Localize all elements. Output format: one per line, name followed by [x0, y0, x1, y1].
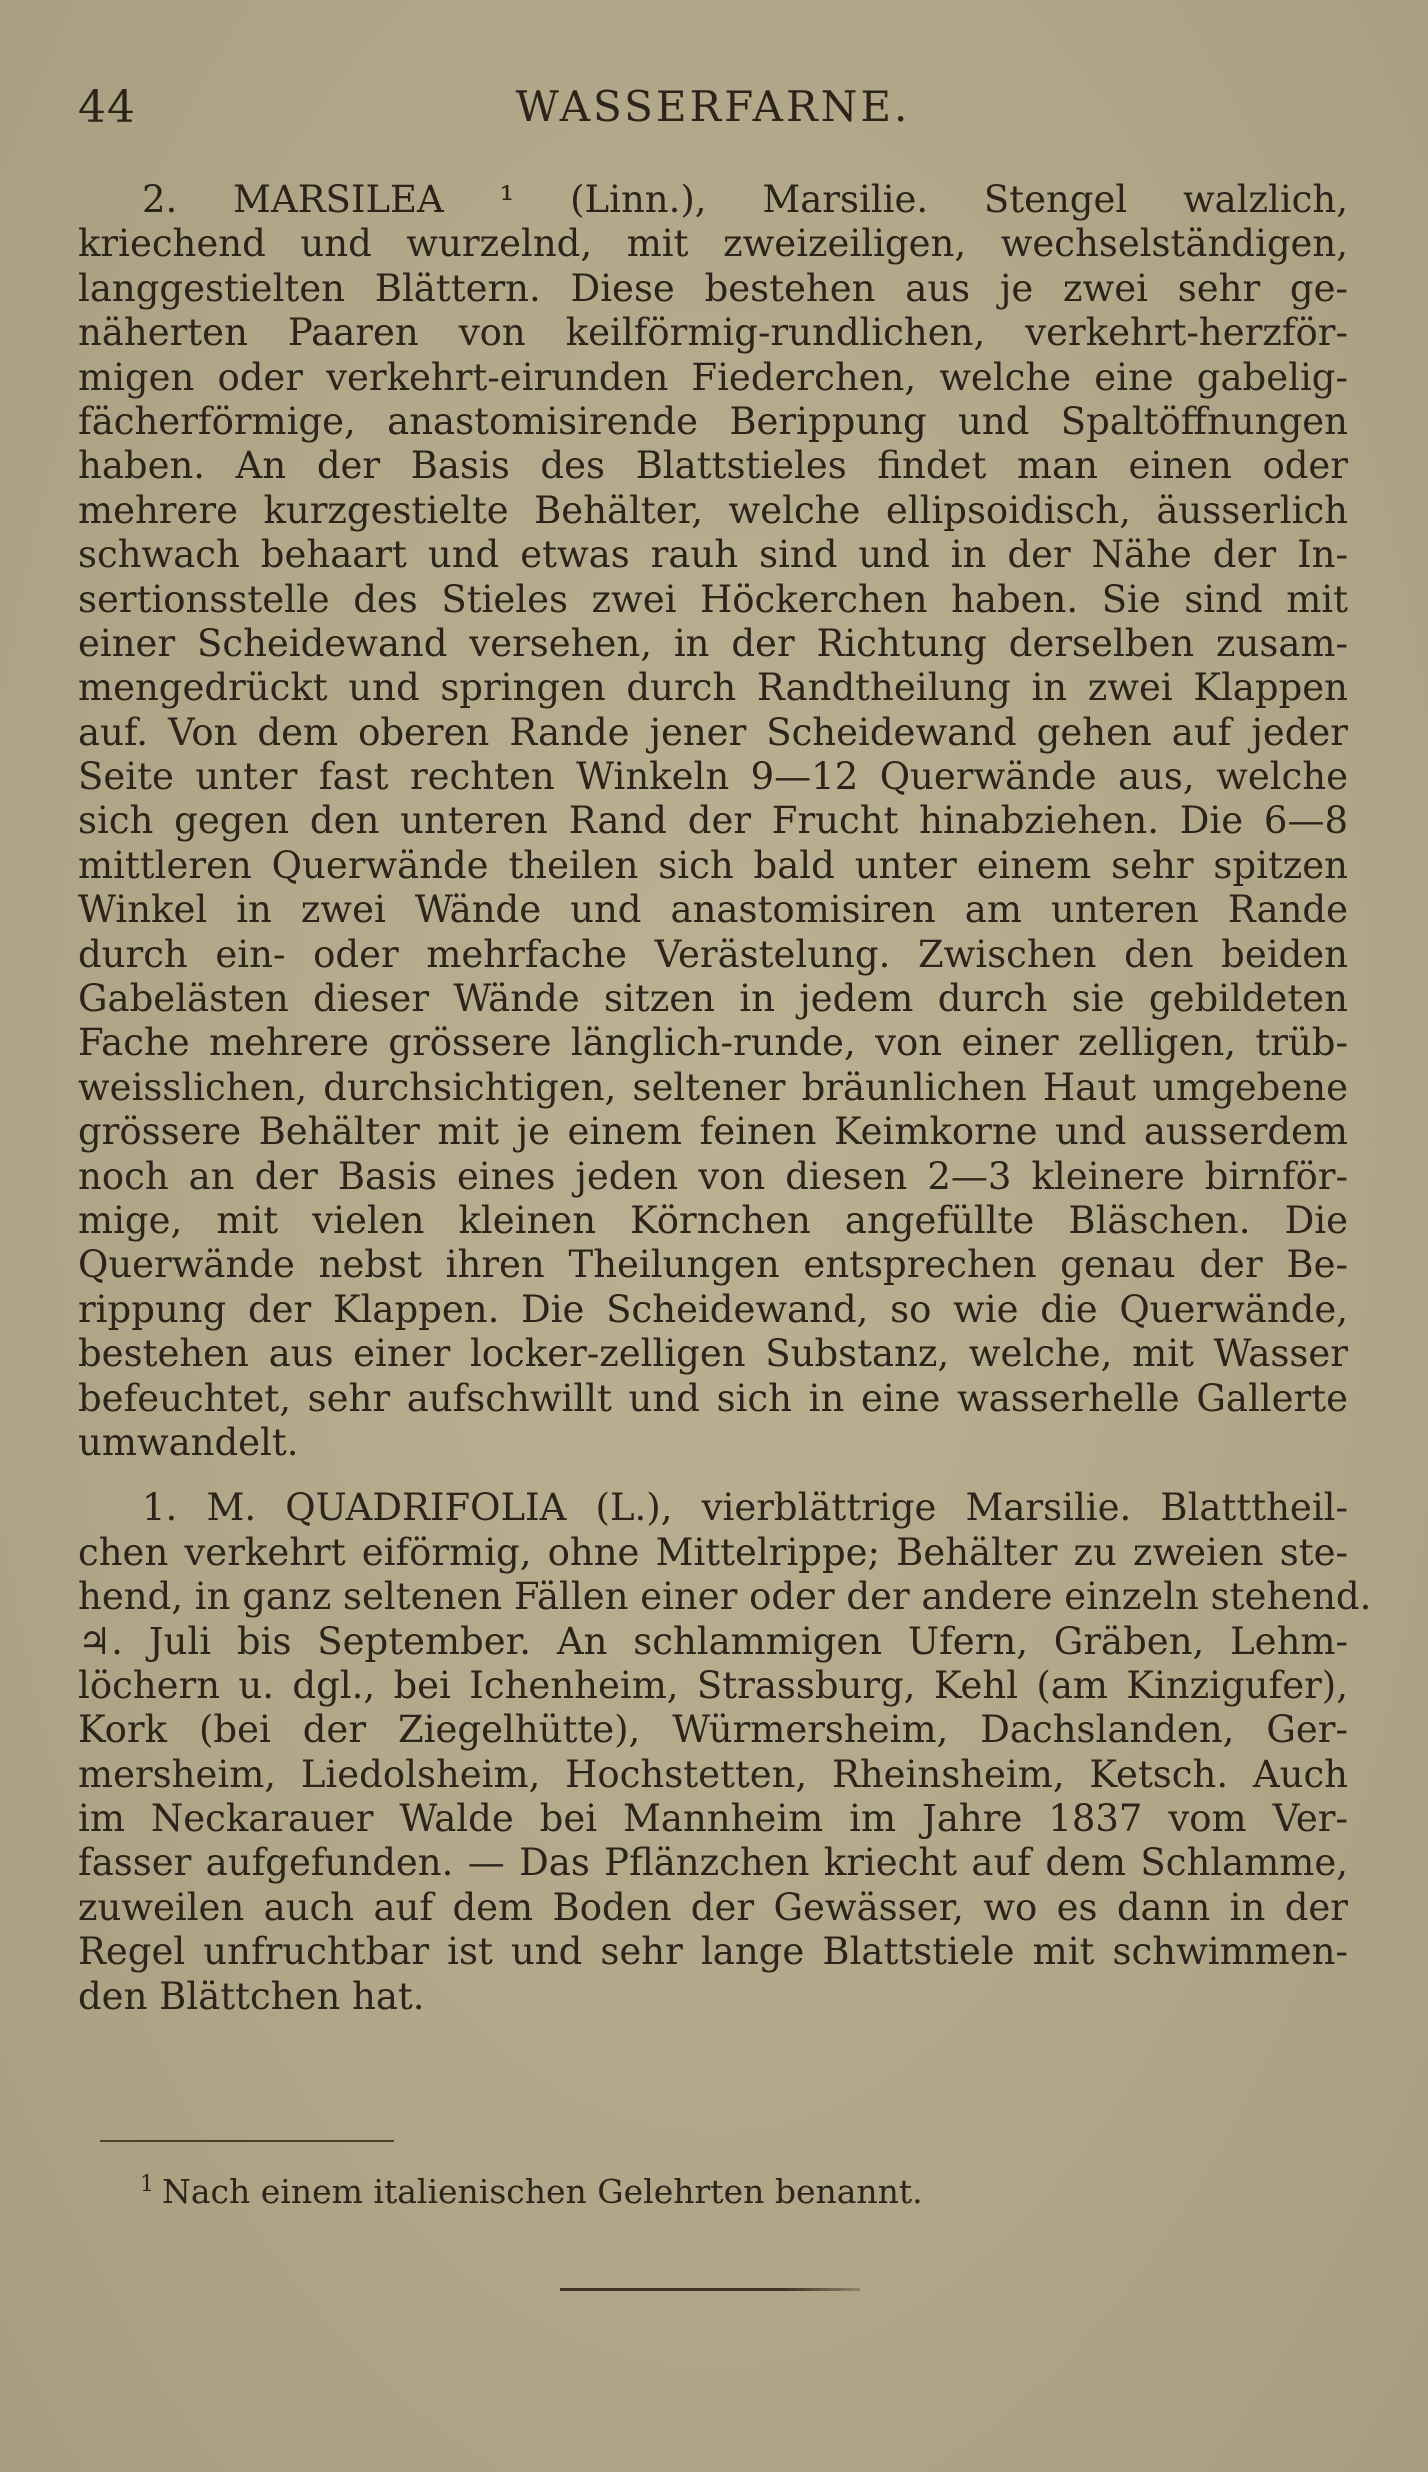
text-line: mige, mit vielen kleinen Körnchen angefüllte Bläschen. Die: [78, 1198, 1348, 1242]
text-line: mehrere kurzgestielte Behälter, welche ellipsoidisch, äusserlich: [78, 488, 1348, 532]
text-line: migen oder verkehrt-eirunden Fiederchen, welche eine gabelig-: [78, 355, 1348, 399]
footnote-mark: 1: [140, 2172, 154, 2197]
text-line: auf. Von dem oberen Rande jener Scheidewand gehen auf jeder: [78, 710, 1348, 754]
text-line: Seite unter fast rechten Winkeln 9—12 Querwände aus, welche: [78, 755, 1348, 799]
text-line: Regel unfruchtbar ist und sehr lange Blattstiele mit schwimmen-: [78, 1930, 1348, 1974]
text-line: weisslichen, durchsichtigen, seltener bräunlichen Haut umgebene: [78, 1065, 1348, 1109]
text-line: mittleren Querwände theilen sich bald unter einem sehr spitzen: [78, 843, 1348, 887]
text-line: mengedrückt und springen durch Randtheilung in zwei Klappen: [78, 666, 1348, 710]
text-line: Querwände nebst ihren Theilungen entsprechen genau der Be-: [78, 1243, 1348, 1287]
text-line: Kork (bei der Ziegelhütte), Würmersheim, Dachslanden, Ger-: [78, 1708, 1348, 1752]
text-line: 2. MARSILEA ¹ (Linn.), Marsilie. Stengel walzlich,: [142, 178, 1348, 221]
footnote-text: Nach einem italienischen Gelehrten benannt.: [162, 2172, 923, 2211]
text-line: 1. M. QUADRIFOLIA (L.), vierblättrige Marsilie. Blatttheil-: [142, 1486, 1348, 1530]
paragraph-gap: [78, 1465, 1348, 1486]
text-line: Winkel in zwei Wände und anastomisiren am unteren Rande: [78, 888, 1348, 932]
page-body: [78, 178, 1372, 2019]
text-line: sertionsstelle des Stieles zwei Höckerchen haben. Sie sind mit: [78, 577, 1348, 621]
text-line: chen verkehrt eiförmig, ohne Mittelrippe; Behälter zu zweien ste-: [78, 1530, 1348, 1574]
text-line: befeuchtet, sehr aufschwillt und sich in eine wasserhelle Gallerte: [78, 1376, 1348, 1420]
paragraph-genus-marsilea: [78, 178, 1348, 1465]
text-line: den Blättchen hat.: [78, 1974, 425, 2018]
text-line: fächerförmige, anastomisirende Berippung und Spaltöffnungen: [78, 399, 1348, 443]
text-line: schwach behaart und etwas rauh sind und in der Nähe der In-: [78, 533, 1348, 577]
text-line: fasser aufgefunden. — Das Pflänzchen kriecht auf dem Schlamme,: [78, 1841, 1348, 1885]
text-line: löchern u. dgl., bei Ichenheim, Strassburg, Kehl (am Kinzigufer),: [78, 1663, 1348, 1707]
footnote-rule: [100, 2140, 394, 2142]
page-number: 44: [78, 82, 136, 133]
text-line: sich gegen den unteren Rand der Frucht hinabziehen. Die 6—8: [78, 799, 1348, 843]
text-line: hend, in ganz seltenen Fällen einer oder der andere einzeln stehend.: [78, 1575, 1372, 1619]
text-line: grössere Behälter mit je einem feinen Keimkorne und ausserdem: [78, 1110, 1348, 1154]
paragraph-species-quadrifolia: [78, 1486, 1372, 2019]
text-line: einer Scheidewand versehen, in der Richtung derselben zusam-: [78, 621, 1348, 665]
text-line: langgestielten Blättern. Diese bestehen aus je zwei sehr ge-: [78, 266, 1348, 310]
text-line: durch ein- oder mehrfache Verästelung. Zwischen den beiden: [78, 932, 1348, 976]
text-line: rippung der Klappen. Die Scheidewand, so wie die Querwände,: [78, 1287, 1348, 1331]
text-line: kriechend und wurzelnd, mit zweizeiligen, wechselständigen,: [78, 222, 1348, 266]
text-line: ♃. Juli bis September. An schlammigen Ufern, Gräben, Lehm-: [78, 1619, 1348, 1663]
end-ornament-line: [560, 2288, 860, 2291]
text-line: näherten Paaren von keilförmig-rundlichen, verkehrt-herzför-: [78, 311, 1348, 355]
page-header: [78, 82, 1348, 142]
text-line: bestehen aus einer locker-zelligen Substanz, welche, mit Wasser: [78, 1332, 1348, 1376]
text-line: umwandelt.: [78, 1420, 299, 1464]
text-line: Gabelästen dieser Wände sitzen in jedem durch sie gebildeten: [78, 977, 1348, 1021]
text-line: mersheim, Liedolsheim, Hochstetten, Rheinsheim, Ketsch. Auch: [78, 1752, 1348, 1796]
running-head: WASSERFARNE.: [515, 82, 911, 131]
text-line: Fache mehrere grössere länglich-runde, von einer zelligen, trüb-: [78, 1021, 1348, 1065]
text-line: haben. An der Basis des Blattstieles findet man einen oder: [78, 444, 1348, 488]
text-line: zuweilen auch auf dem Boden der Gewässer, wo es dann in der: [78, 1885, 1348, 1929]
footnote: [140, 2172, 923, 2211]
text-line: im Neckarauer Walde bei Mannheim im Jahre 1837 vom Ver-: [78, 1797, 1348, 1841]
text-line: noch an der Basis eines jeden von diesen 2—3 kleinere birnför-: [78, 1154, 1348, 1198]
